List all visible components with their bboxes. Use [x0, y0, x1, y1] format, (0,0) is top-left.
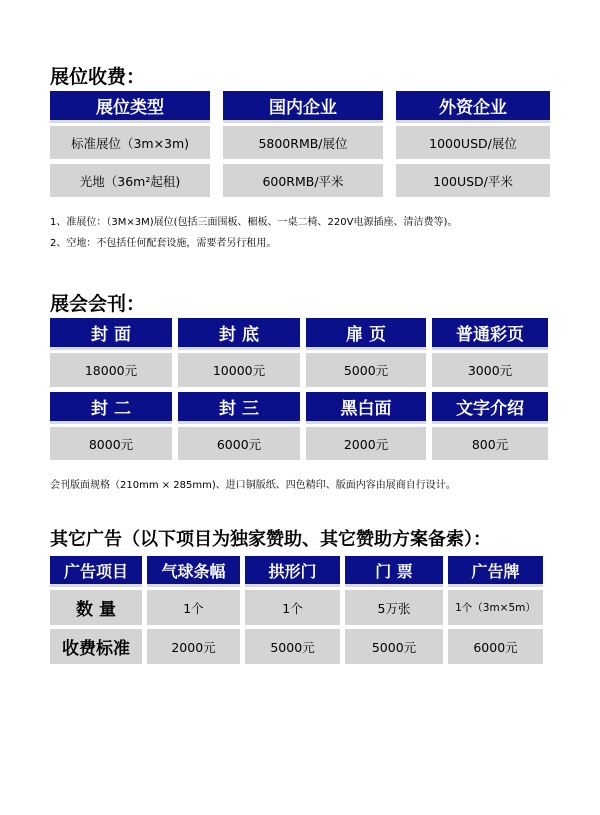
journal-header-front-cover: 封 面 [50, 318, 172, 350]
journal-price: 3000元 [432, 353, 548, 387]
journal-header-back-cover: 封 底 [178, 318, 300, 350]
booth-header-domestic: 国内企业 [223, 91, 383, 123]
ads-header-balloon-banner: 气球条幅 [147, 556, 240, 587]
ads-cell: 5000元 [345, 629, 443, 664]
booth-cell: 光地（36m²起租) [50, 164, 210, 197]
booth-row [50, 126, 550, 159]
journal-price-row [50, 353, 548, 387]
journal-price: 8000元 [50, 427, 172, 460]
ads-cell: 1个 [147, 590, 240, 625]
booth-section-title: 展位收费： [50, 66, 146, 88]
booth-cell: 100USD/平米 [396, 164, 550, 197]
booth-header-type: 展位类型 [50, 91, 210, 123]
journal-price: 2000元 [306, 427, 426, 460]
booth-cell: 5800RMB/展位 [223, 126, 383, 159]
booth-cell: 1000USD/展位 [396, 126, 550, 159]
booth-header-row [50, 91, 550, 123]
ads-cell: 1个 [245, 590, 340, 625]
ads-cell: 6000元 [448, 629, 543, 664]
journal-price: 5000元 [306, 353, 426, 387]
journal-section-title: 展会会刊： [50, 293, 146, 315]
ads-header-item: 广告项目 [50, 556, 142, 587]
ads-header-ticket: 门 票 [345, 556, 443, 587]
journal-price: 800元 [432, 427, 548, 460]
ads-cell: 5万张 [345, 590, 443, 625]
journal-header-title-page: 扉 页 [306, 318, 426, 350]
booth-cell: 标准展位（3m×3m) [50, 126, 210, 159]
ads-header-row [50, 556, 543, 587]
booth-note: 1、准展位：（3M×3M)展位(包括三面围板、楣板、一桌二椅、220V电源插座、清洁费等)。 [50, 217, 458, 228]
ads-cell: 5000元 [245, 629, 340, 664]
journal-price: 18000元 [50, 353, 172, 387]
booth-header-foreign: 外资企业 [396, 91, 550, 123]
journal-price-row [50, 427, 548, 460]
booth-note: 2、空地：不包括任何配套设施，需要者另行租用。 [50, 238, 277, 249]
ads-cell: 2000元 [147, 629, 240, 664]
ads-header-arch-gate: 拱形门 [245, 556, 340, 587]
ads-row-label-quantity: 数 量 [50, 590, 142, 625]
journal-note: 会刊版面规格（210mm × 285mm)、进口铜版纸、四色精印、版面内容由展商自行设计。 [50, 480, 456, 491]
ads-section-title: 其它广告（以下项目为独家赞助、其它赞助方案备索）： [50, 529, 491, 550]
ads-row-label-fee: 收费标准 [50, 629, 142, 664]
ads-header-billboard: 广告牌 [448, 556, 543, 587]
journal-price: 10000元 [178, 353, 300, 387]
journal-price: 6000元 [178, 427, 300, 460]
journal-header-row [50, 318, 548, 350]
ads-cell: 1个（3m×5m） [448, 590, 543, 625]
booth-row [50, 164, 550, 197]
booth-cell: 600RMB/平米 [223, 164, 383, 197]
ads-fee-row [50, 629, 543, 664]
journal-header-color-page: 普通彩页 [432, 318, 548, 350]
journal-header-bw-page: 黑白面 [306, 392, 426, 424]
journal-header-inside-front: 封 二 [50, 392, 172, 424]
journal-header-text-intro: 文字介绍 [432, 392, 548, 424]
ads-quantity-row [50, 590, 543, 625]
journal-header-inside-back: 封 三 [178, 392, 300, 424]
journal-header-row [50, 392, 548, 424]
